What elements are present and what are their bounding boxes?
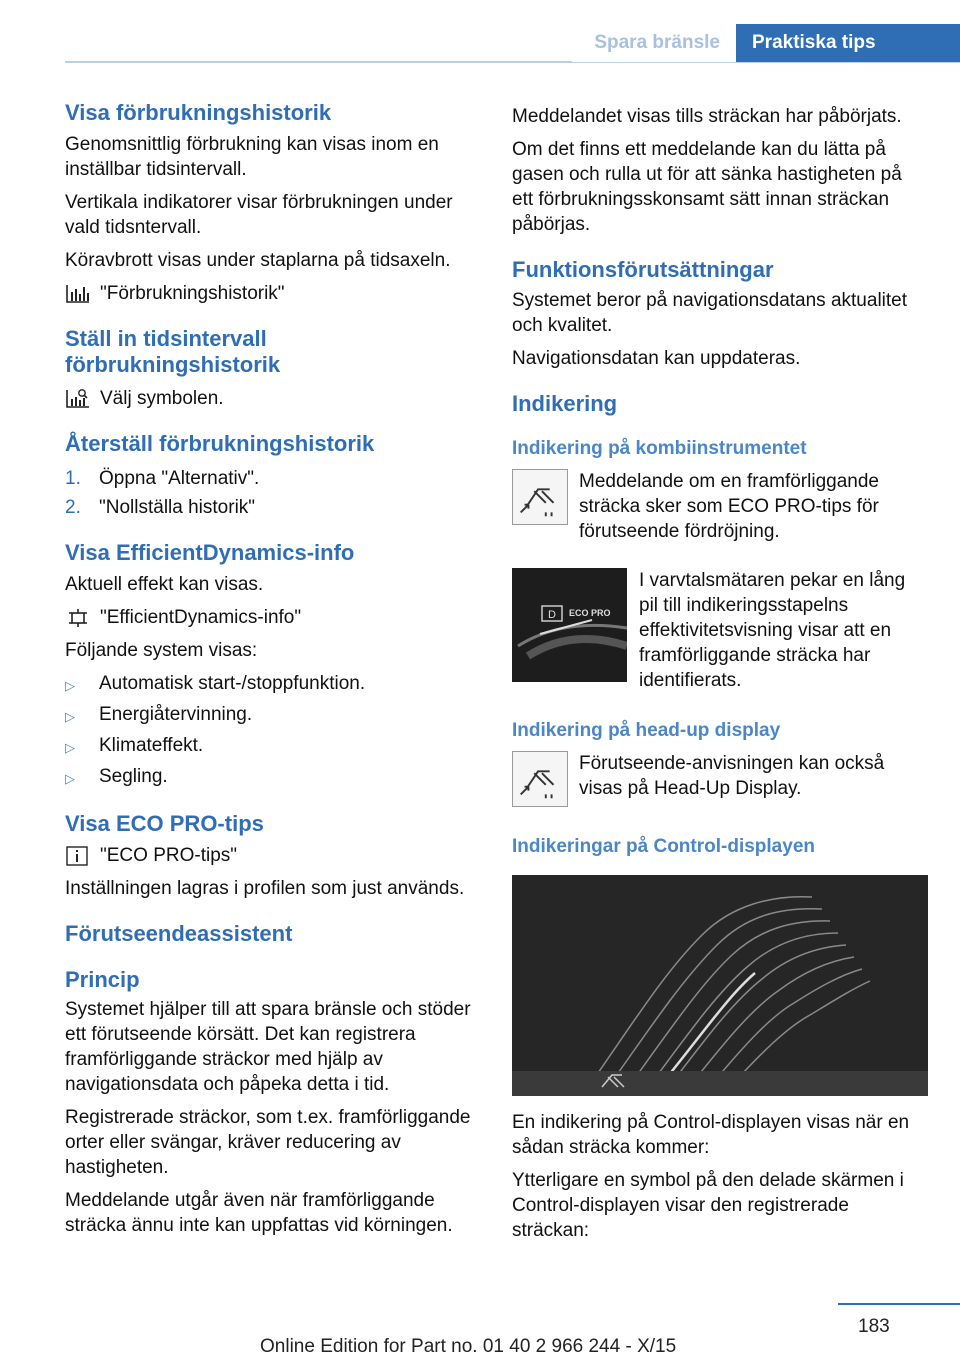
paragraph: Vertikala indikatorer visar förbrukningen under vald tidsntervall. [65,192,453,238]
list-item-text: Klimateffekt. [99,735,204,756]
bar-chart-icon [65,283,91,305]
step-text: "Nollställa historik" [99,497,256,518]
figure-caption: Meddelande om en framförliggande sträcka sker som ECO PRO-tips för förutseende fördröjning. [579,471,879,542]
list-item [65,466,485,491]
heading-aterstall-forbrukningshistorik: Återställ förbrukningshistorik [65,431,375,456]
bullet-list [65,671,485,791]
triangle-bullet-icon: ▷ [65,678,75,693]
paragraph: Inställningen lagras i profilen som just används. [65,878,465,899]
paragraph: Systemet hjälper till att spara bränsle och stöder ett förutseende körsätt. Det kan registrera framförliggande sträckor med hjälp av navigationsdata och påpeka detta i tid. [65,999,471,1095]
list-item [65,495,485,520]
menu-item-label: "EfficientDynamics-info" [100,607,302,628]
menu-instruction [65,605,485,630]
list-item [65,702,485,729]
menu-instruction [65,843,485,868]
road-curve-warning-icon [512,751,568,807]
step-number: 2. [65,497,81,518]
menu-item-label: "Förbrukningshistorik" [100,283,285,304]
heading-indikeringar-control-displayen: Indikeringar på Control-displayen [512,836,815,857]
paragraph: Ytterligare en symbol på den delade skärmen i Control-displayen visar den registrerade sträckan: [512,1170,904,1241]
step-number: 1. [65,468,81,489]
list-item-text: Energiåtervinning. [99,704,253,725]
step-text: Öppna "Alternativ". [99,468,260,489]
paragraph: Aktuell effekt kan visas. [65,574,264,595]
figure-tachometer [512,568,928,693]
paragraph: Köravbrott visas under staplarna på tidsaxeln. [65,250,451,271]
heading-indikering-head-up-display: Indikering på head-up display [512,720,781,741]
figure-caption: Förutseende-anvisningen kan också visas på Head-Up Display. [579,753,885,799]
heading-indikering: Indikering [512,391,618,416]
paragraph: Meddelandet visas tills sträckan har påbörjats. [512,106,902,127]
right-column [512,100,928,1243]
paragraph: Meddelande utgår även när framförliggande sträcka ännu inte kan uppfattas vid körningen. [65,1190,453,1236]
dial-eco-pro-label: ECO PRO [569,608,611,618]
list-item [65,733,485,760]
footer-rule [838,1303,960,1305]
tab-praktiska-tips[interactable]: Praktiska tips [736,24,960,62]
list-item [65,671,485,698]
triangle-bullet-icon: ▷ [65,740,75,755]
menu-instruction [65,281,485,306]
tachometer-eco-pro-image [512,568,627,682]
paragraph: Följande system visas: [65,640,258,661]
heading-stall-in-tidsintervall: Ställ in tidsintervall förbrukningshistorik [65,326,281,377]
paragraph: Om det finns ett meddelande kan du lätta på gasen och rulla ut för att sänka hastigheten på ett förbrukningsskonsamt sätt innan sträckan påbörjas. [512,139,902,235]
figure-eco-pro-message [512,469,928,544]
heading-indikering-kombiinstrumentet: Indikering på kombiinstrumentet [512,438,807,459]
chart-magnifier-icon [65,388,91,410]
control-display-road-image [512,875,928,1096]
menu-instruction [65,386,485,411]
menu-item-label: "ECO PRO-tips" [100,845,238,866]
tab-spara-bransle[interactable]: Spara bränsle [572,24,736,62]
list-item-text: Automatisk start-/stoppfunktion. [99,673,366,694]
heading-forutseendeassistent: Förutseendeassistent [65,921,293,946]
figure-caption: I varvtalsmätaren pekar en lång pil till indikeringsstapelns effektivitetsvisning visar att en framförliggande sträcka har identifierats. [639,570,906,691]
footer-edition: Online Edition for Part no. 01 40 2 966 244 - X/15 [260,1336,677,1357]
heading-funktionsforutsattningar: Funktionsförutsättningar [512,257,774,282]
paragraph: Navigationsdatan kan uppdateras. [512,348,801,369]
road-curve-warning-icon [512,469,568,525]
paragraph: Systemet beror på navigationsdatans aktualitet och kvalitet. [512,290,908,336]
page-number: 183 [858,1316,890,1337]
step-list [65,466,485,520]
triangle-bullet-icon: ▷ [65,771,75,786]
heading-visa-eco-pro-tips: Visa ECO PRO-tips [65,811,264,836]
paragraph: En indikering på Control-displayen visas när en sådan sträcka kommer: [512,1112,910,1158]
list-item [65,764,485,791]
list-item-text: Segling. [99,766,168,787]
menu-item-label: Välj symbolen. [100,388,224,409]
paragraph: Registrerade sträckor, som t.ex. framförliggande orter eller svängar, kräver reducering av hastigheten. [65,1107,471,1178]
heading-visa-forbrukningshistorik: Visa förbrukningshistorik [65,100,332,125]
heading-visa-efficientdynamics-info: Visa EfficientDynamics-info [65,540,355,565]
heading-princip: Princip [65,967,140,992]
efficient-dynamics-icon [65,607,91,629]
dial-gear-label: D [548,609,556,621]
figure-head-up-display [512,751,928,807]
triangle-bullet-icon: ▷ [65,709,75,724]
info-icon [65,845,91,867]
left-column [65,100,485,1238]
paragraph: Genomsnittlig förbrukning kan visas inom en inställbar tidsintervall. [65,134,439,180]
